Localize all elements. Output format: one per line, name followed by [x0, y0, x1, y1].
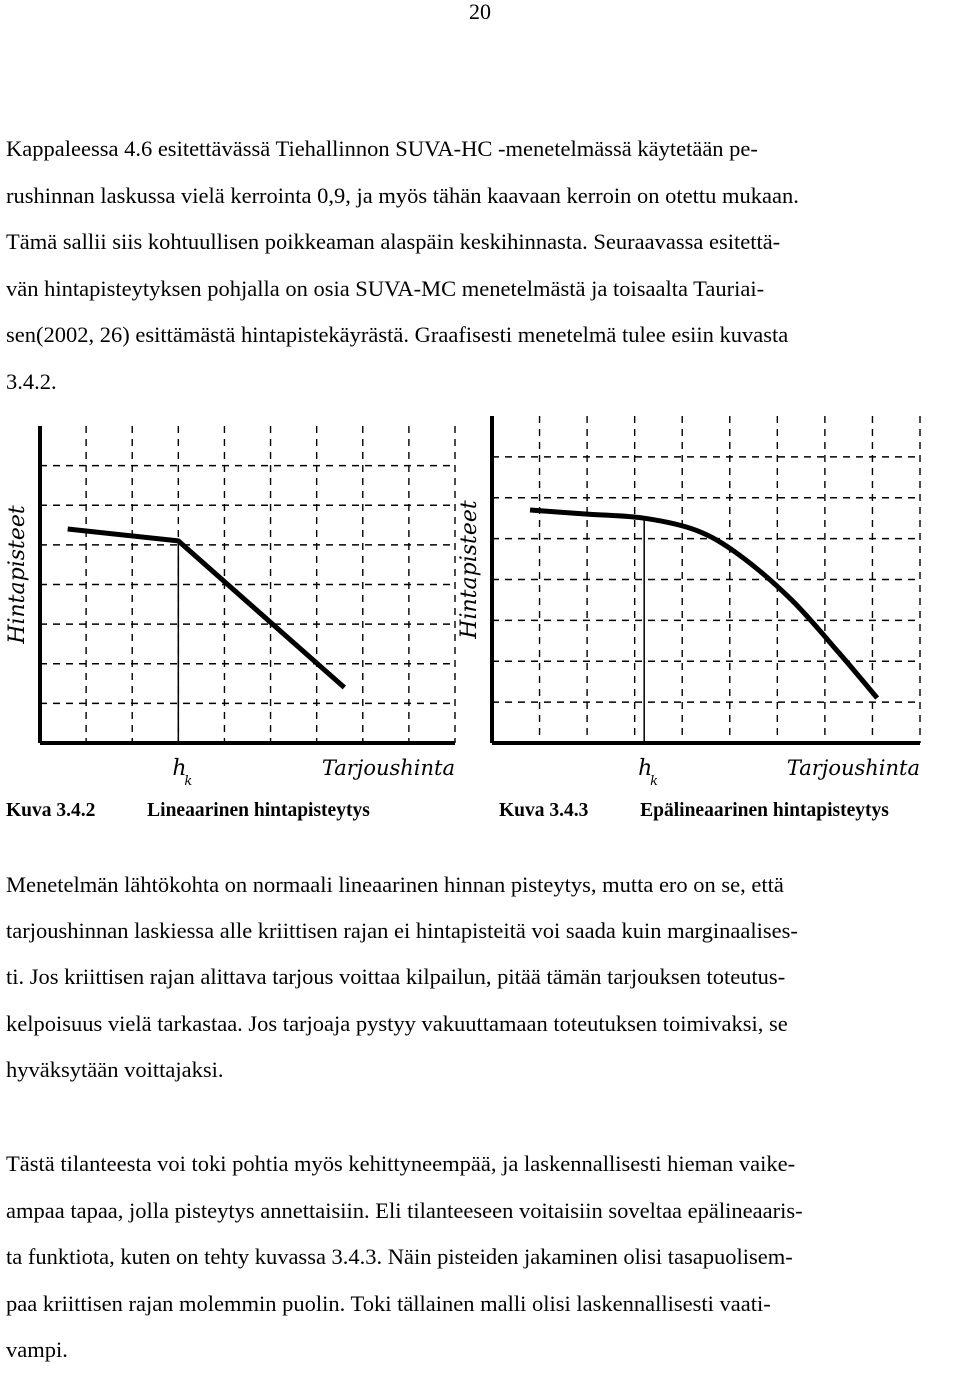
text-line: tarjoushinnan laskiessa alle kriittisen rajan ei hintapisteitä voi saada kuin marginaalises- [6, 918, 798, 944]
text-line: paa kriittisen rajan molemmin puolin. Toki tällainen malli olisi laskennallisesti vaati- [6, 1290, 771, 1316]
figure-caption [6, 800, 370, 822]
page-number: 20 [469, 0, 491, 24]
chart-linear-price-scoring [0, 408, 470, 798]
x-tick-label-hk-subscript: k [650, 774, 659, 789]
text-line: vampi. [6, 1337, 68, 1362]
text-line: Kappaleessa 4.6 esitettävässä Tiehallinnon SUVA-HC -menetelmässä käytetään pe- [6, 136, 758, 161]
paragraph-method [6, 862, 956, 1093]
text-line: ta funktiota, kuten on tehty kuvassa 3.4.3. Näin pisteiden jakaminen olisi tasapuolisem- [6, 1244, 793, 1269]
figure-caption-text: Lineaarinen hintapisteytys [147, 800, 370, 821]
x-axis-label: Tarjoushinta [321, 756, 455, 780]
text-line: Menetelmän lähtökohta on normaali lineaarinen hinnan pisteytys, mutta ero on se, että [6, 872, 784, 897]
text-line: Tästä tilanteesta voi toki pohtia myös kehittyneempää, ja laskennallisesti hieman vaike- [6, 1151, 796, 1176]
paragraph-nonlinear [6, 1141, 956, 1374]
text-line: Tämä sallii siis kohtuullisen poikkeaman alaspäin keskihinnasta. Seuraavassa esitettä- [6, 229, 781, 254]
figure-caption [499, 800, 889, 822]
x-tick-label-hk: h [172, 756, 187, 781]
text-line: ti. Jos kriittisen rajan alittava tarjous voittaa kilpailun, pitää tämän tarjouksen toteutus- [6, 964, 786, 990]
x-tick-label-hk-subscript: k [184, 774, 193, 789]
text-line: 3.4.2. [6, 368, 57, 394]
y-axis-label: Hintapisteet [5, 505, 30, 644]
figure-caption-number: Kuva 3.4.3 [499, 800, 589, 821]
text-line: kelpoisuus vielä tarkastaa. Jos tarjoaja pystyy vakuuttamaan toteutuksen toimivaksi, se [6, 1010, 788, 1036]
x-tick-label-hk: h [638, 756, 653, 781]
figure-caption-text: Epälineaarinen hintapisteytys [640, 800, 889, 821]
text-line: hyväksytään voittajaksi. [6, 1056, 224, 1082]
text-line: ampaa tapaa, jolla pisteytys annettaisiin. Eli tilanteeseen voitaisiin soveltaa epälineaaris- [6, 1197, 803, 1223]
figure-caption-number: Kuva 3.4.2 [6, 800, 96, 821]
text-line: sen(2002, 26) esittämästä hintapistekäyrästä. Graafisesti menetelmä tulee esiin kuvasta [6, 322, 789, 347]
y-axis-label: Hintapisteet [457, 500, 482, 639]
chart-nonlinear-price-scoring [450, 408, 930, 798]
text-line: vän hintapisteytyksen pohjalla on osia SUVA-MC menetelmästä ja toisaalta Tauriai- [6, 275, 765, 301]
paragraph-intro [6, 126, 956, 405]
x-axis-label: Tarjoushinta [786, 756, 920, 780]
text-line: rushinnan laskussa vielä kerrointa 0,9, ja myös tähän kaavaan kerroin on otettu mukaan. [6, 182, 799, 208]
